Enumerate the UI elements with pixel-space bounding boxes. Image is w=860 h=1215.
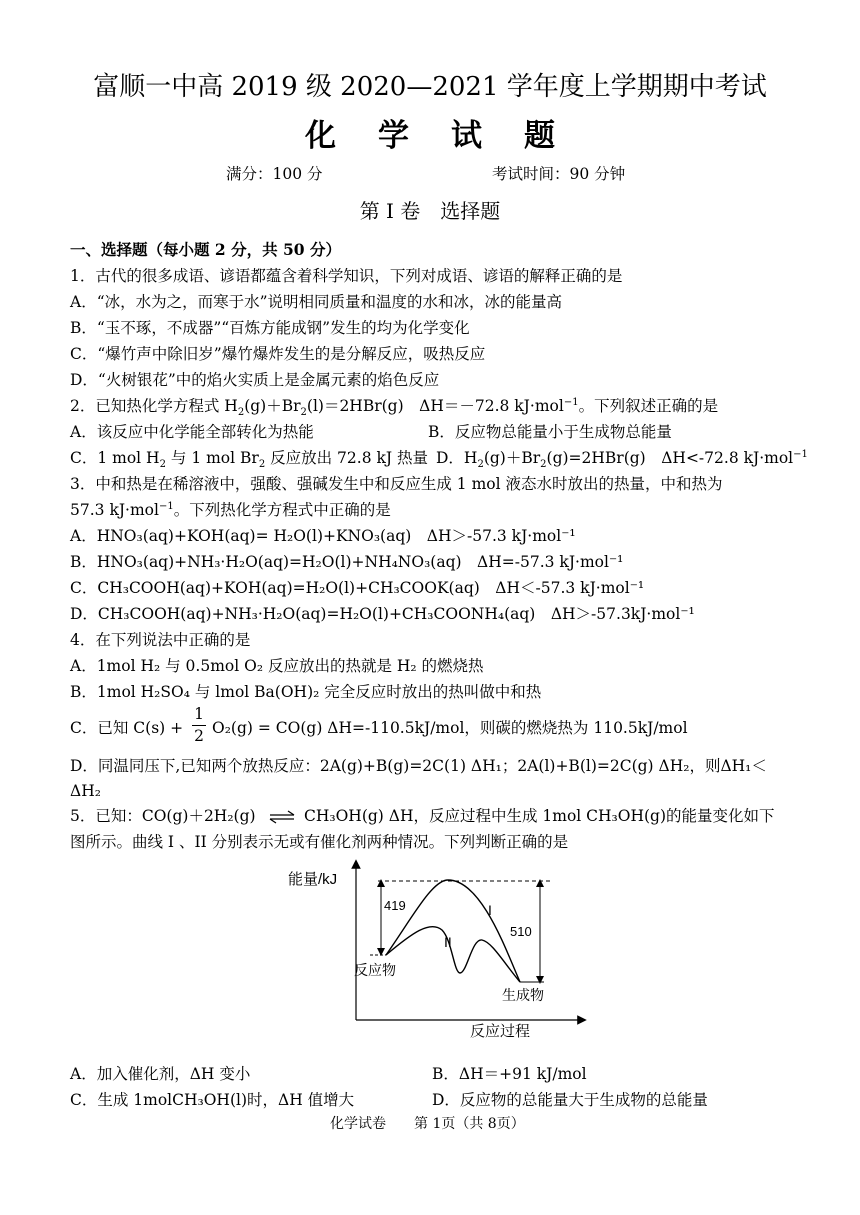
- y-axis-label: 能量/kJ: [288, 871, 338, 888]
- q2-option-b: B．反应物总能量小于生成物总能量: [428, 423, 672, 441]
- q1-option-c: C．“爆竹声中除旧岁”爆竹爆炸发生的是分解反应，吸热反应: [70, 345, 486, 363]
- equilibrium-arrow-icon: [268, 808, 296, 826]
- curve-ii-label: II: [444, 934, 452, 950]
- exam-school-title: 富顺一中高 2019 级 2020—2021 学年度上学期期中考试: [93, 72, 767, 102]
- q4-option-d-line1: D．同温同压下,已知两个放热反应：2A(g)+B(g)=2C(1) ΔH₁；2A(l)+B(l)=2C(g) ΔH₂，则ΔH₁＜: [70, 757, 767, 775]
- q4-option-c-right: O₂(g) = CO(g) ΔH=-110.5kJ/mol，则碳的燃烧热为 110.5kJ/mol: [212, 719, 688, 737]
- q3-option-c: C．CH₃COOH(aq)+KOH(aq)=H₂O(l)+CH₃COOK(aq) ΔH＜-57.3 kJ·mol⁻¹: [70, 579, 645, 597]
- q5-stem-line1-left: 5．已知：CO(g)＋2H₂(g): [70, 807, 256, 825]
- x-axis-label: 反应过程: [470, 1023, 531, 1040]
- q1-option-a: A．“冰，水为之，而寒于水”说明相同质量和温度的水和冰，冰的能量高: [70, 293, 563, 311]
- curve-i-label: I: [488, 902, 492, 918]
- q3-option-d: D．CH₃COOH(aq)+NH₃·H₂O(aq)=H₂O(l)+CH₃COONH₄(aq) ΔH＞-57.3kJ·mol⁻¹: [70, 605, 695, 623]
- energy-profile-diagram: [282, 858, 592, 1043]
- q1-option-b: B．“玉不琢，不成器”“百炼方能成钢”发生的均为化学变化: [70, 319, 470, 337]
- section-title: 第 I 卷 选择题: [359, 199, 501, 223]
- page-footer: 化学试卷 第 1页（共 8页）: [330, 1116, 525, 1132]
- product-label: 生成物: [502, 987, 544, 1003]
- exam-time: 考试时间：90 分钟: [492, 165, 626, 183]
- q3-option-b: B．HNO₃(aq)+NH₃·H₂O(aq)=H₂O(l)+NH₄NO₃(aq) ΔH=-57.3 kJ·mol⁻¹: [70, 553, 624, 571]
- q4-option-c-left: C．已知 C(s) +: [70, 719, 184, 737]
- activation-value: 419: [384, 898, 406, 913]
- q5-option-a: A．加入催化剂，ΔH 变小: [70, 1065, 251, 1083]
- full-score: 满分：100 分: [226, 165, 323, 183]
- q4-option-a: A．1mol H₂ 与 0.5mol O₂ 反应放出的热就是 H₂ 的燃烧热: [70, 657, 484, 675]
- q5-option-b: B．ΔH＝+91 kJ/mol: [432, 1065, 587, 1083]
- q2-stem: 2．已知热化学方程式 $H_2(g)+Br_2(l)=2HBr(g)$ ΔH＝－72.8 kJ·mol$^{-1}$。下列叙述正确的是: [70, 396, 719, 419]
- q3-stem-line1: 3．中和热是在稀溶液中，强酸、强碱发生中和反应生成 1 mol 液态水时放出的热量，中和热为: [70, 475, 723, 493]
- q5-option-c: C．生成 1molCH₃OH(l)时，ΔH 值增大: [70, 1091, 355, 1109]
- subject-title: 化学试题: [305, 118, 597, 154]
- q1-stem: 1．古代的很多成语、谚语都蕴含着科学知识，下列对成语、谚语的解释正确的是: [70, 267, 623, 285]
- q4-option-d-line2: ΔH₂: [70, 782, 101, 800]
- q5-option-d: D．反应物的总能量大于生成物的总能量: [432, 1091, 708, 1109]
- q3-stem-line2: 57.3 kJ·mol$^{-1}$。下列热化学方程式中正确的是: [70, 500, 391, 519]
- curve-i: [386, 880, 520, 982]
- reactant-label: 反应物: [354, 962, 396, 978]
- q2-option-a: A．该反应中化学能全部转化为热能: [70, 423, 314, 441]
- q5-stem-line2: 图所示。曲线 I 、II 分别表示无或有催化剂两种情况。下列判断正确的是: [70, 833, 569, 851]
- part1-heading: 一、选择题（每小题 2 分，共 50 分）: [70, 240, 341, 259]
- q4-stem: 4．在下列说法中正确的是: [70, 631, 251, 649]
- reverse-value: 510: [510, 924, 532, 939]
- q5-stem-line1-right: CH₃OH(g) ΔH，反应过程中生成 1mol CH₃OH(g)的能量变化如下: [304, 807, 775, 825]
- q1-option-d: D．“火树银花”中的焰火实质上是金属元素的焰色反应: [70, 371, 440, 389]
- q4-option-b: B．1mol H₂SO₄ 与 lmol Ba(OH)₂ 完全反应时放出的热叫做中和热: [70, 683, 542, 701]
- q2-option-c: C．1 mol $H_2$ 与 1 mol $Br_2$ 反应放出 72.8 kJ 热量: [70, 449, 429, 471]
- q3-option-a: A．HNO₃(aq)+KOH(aq)= H₂O(l)+KNO₃(aq) ΔH＞-57.3 kJ·mol⁻¹: [70, 527, 576, 545]
- q2-option-d: D．$H_2(g)+Br_2(g)=2HBr(g)$ ΔH<-72.8 kJ·mol$^{-1}$: [436, 448, 808, 471]
